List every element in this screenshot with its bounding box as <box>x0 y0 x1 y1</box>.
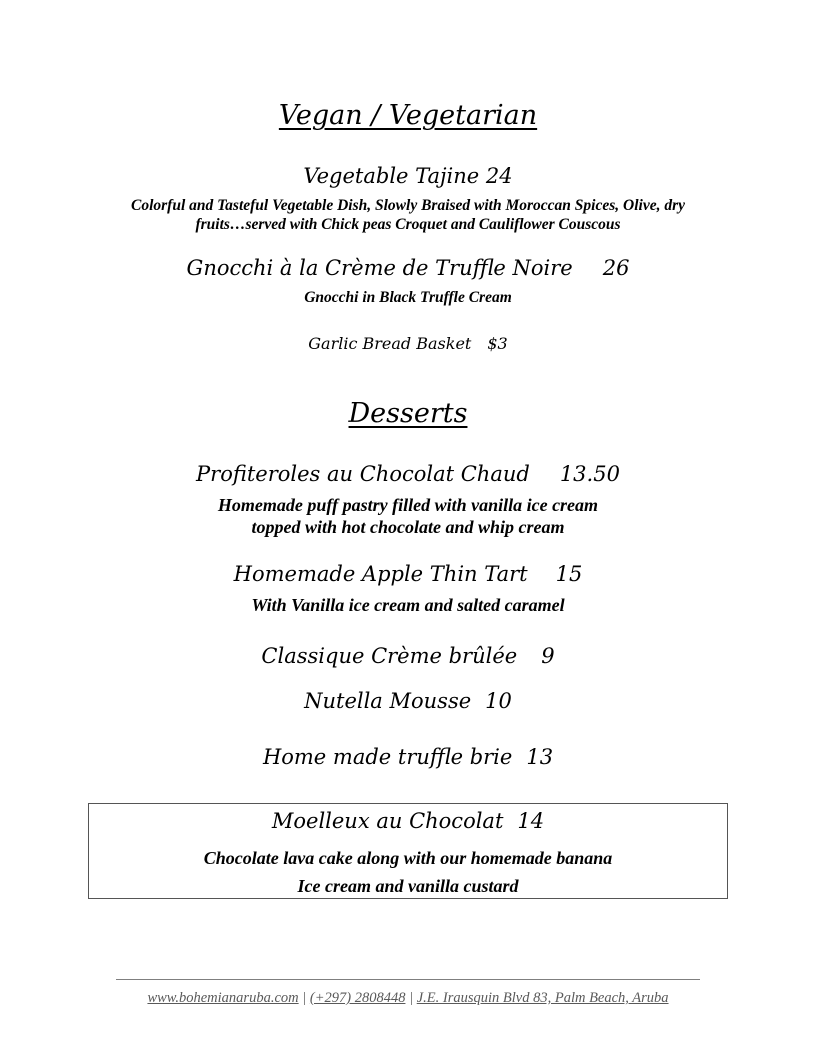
menu-item-price: 13.50 <box>559 462 620 486</box>
side-item-name: Garlic Bread Basket <box>308 334 472 353</box>
menu-item-price: 9 <box>541 644 555 668</box>
footer-website-link[interactable]: www.bohemianaruba.com <box>147 990 299 1006</box>
featured-item-name: Moelleux au Chocolat <box>271 809 504 833</box>
menu-item-description: Homemade puff pastry filled with vanilla ice cream <box>217 495 599 515</box>
menu-item-description: Colorful and Tasteful Vegetable Dish, Slowly Braised with Moroccan Spices, Olive, dry <box>130 197 685 214</box>
menu-item-description: With Vanilla ice cream and salted caramel <box>251 595 565 615</box>
menu-item-title-row <box>0 689 816 713</box>
footer <box>0 990 816 1007</box>
side-item-row <box>0 334 816 353</box>
menu-item-price: 13 <box>526 745 554 769</box>
menu-item-name: Homemade Apple Thin Tart <box>233 562 528 586</box>
footer-separator: | <box>298 990 310 1006</box>
featured-item-description: Chocolate lava cake along with our homemade banana <box>203 848 613 868</box>
section-title-vegan: Vegan / Vegetarian <box>278 100 538 131</box>
menu-item-name: Gnocchi à la Crème de Truffle Noire <box>186 256 573 280</box>
menu-item-price: 15 <box>555 562 583 586</box>
menu-item-description: Gnocchi in Black Truffle Cream <box>304 289 512 306</box>
featured-item-price: 14 <box>517 809 545 833</box>
menu-item-name: Nutella Mousse <box>304 689 472 713</box>
menu-item-title-row <box>0 256 816 280</box>
menu-item-title-row <box>0 562 816 586</box>
footer-phone-link[interactable]: (+297) 2808448 <box>309 990 406 1006</box>
featured-item-description: Ice cream and vanilla custard <box>297 876 519 896</box>
menu-item-title-row <box>0 462 816 486</box>
menu-item-price: 10 <box>485 689 512 713</box>
menu-item-name: Vegetable Tajine 24 <box>303 164 513 188</box>
footer-address: J.E. Irausquin Blvd 83, Palm Beach, Aruba <box>416 990 669 1006</box>
featured-item-title-row <box>0 809 816 833</box>
side-item-price: $3 <box>487 334 508 353</box>
menu-item-title-row <box>0 745 816 769</box>
menu-item-name: Classique Crème brûlée <box>261 644 518 668</box>
footer-divider <box>116 979 700 980</box>
menu-item-description: fruits…served with Chick peas Croquet and Cauliflower Couscous <box>195 216 621 233</box>
menu-item-price: 26 <box>602 256 630 280</box>
menu-item-description: topped with hot chocolate and whip cream <box>251 517 565 537</box>
menu-item-title-row <box>0 644 816 668</box>
menu-item-name: Profiteroles au Chocolat Chaud <box>196 462 530 486</box>
section-title-desserts: Desserts <box>348 398 468 429</box>
menu-item-name: Home made truffle brie <box>262 745 513 769</box>
footer-separator: | <box>405 990 417 1006</box>
